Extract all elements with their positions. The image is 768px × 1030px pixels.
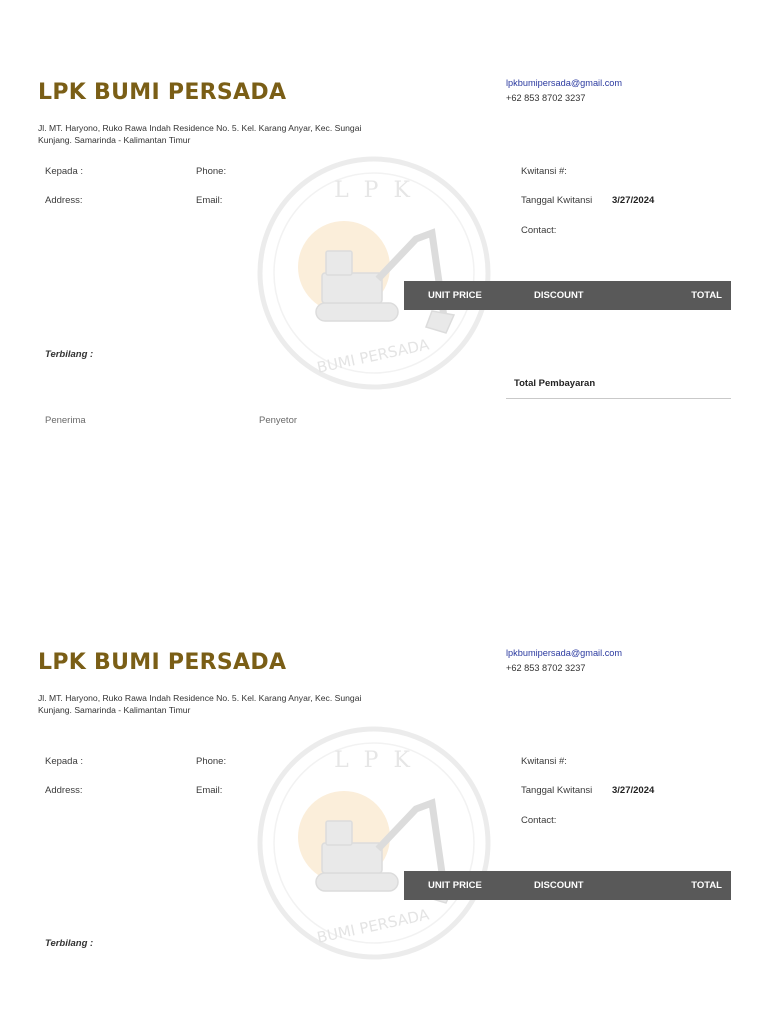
tanggal-label: Tanggal Kwitansi (521, 785, 593, 796)
phone-label: Phone: (196, 166, 227, 177)
penerima-label: Penerima (45, 415, 86, 426)
company-address: Jl. MT. Haryono, Ruko Rawa Indah Residence No. 5. Kel. Karang Anyar, Kec. Sungai Kunjang. Samarinda - Kalimantan Timur (38, 123, 362, 145)
tanggal-value: 3/27/2024 (612, 785, 655, 796)
contact-label: Contact: (521, 225, 557, 236)
kwitansi-label: Kwitansi #: (521, 756, 567, 767)
column-header-unit-price: UNIT PRICE (428, 290, 482, 301)
contact-label: Contact: (521, 815, 557, 826)
receipt-top (0, 0, 768, 460)
watermark-bottom-text: BUMI PERSADA (315, 905, 431, 947)
address-label: Address: (45, 785, 83, 796)
column-header-discount: DISCOUNT (534, 290, 584, 301)
column-header-total: TOTAL (691, 880, 722, 891)
company-email-link[interactable]: lpkbumipersada@gmail.com (506, 78, 623, 88)
phone-label: Phone: (196, 756, 227, 767)
watermark-top-text: L P K (334, 748, 414, 773)
total-divider (506, 398, 731, 399)
watermark-top-text: L P K (334, 178, 414, 203)
email-label: Email: (196, 785, 223, 796)
company-name: LPK BUMI PERSADA (38, 80, 287, 105)
address-label: Address: (45, 195, 83, 206)
column-header-discount: DISCOUNT (534, 880, 584, 891)
tanggal-value: 3/27/2024 (612, 195, 655, 206)
table-header (404, 871, 731, 900)
company-phone: +62 853 8702 3237 (506, 663, 586, 673)
penyetor-label: Penyetor (259, 415, 298, 426)
table-header (404, 281, 731, 310)
terbilang-label: Terbilang : (45, 938, 94, 949)
kwitansi-label: Kwitansi #: (521, 166, 567, 177)
company-phone: +62 853 8702 3237 (506, 93, 586, 103)
column-header-unit-price: UNIT PRICE (428, 880, 482, 891)
tanggal-label: Tanggal Kwitansi (521, 195, 593, 206)
company-address: Jl. MT. Haryono, Ruko Rawa Indah Residence No. 5. Kel. Karang Anyar, Kec. Sungai Kunjang. Samarinda - Kalimantan Timur (38, 693, 362, 715)
company-email-link[interactable]: lpkbumipersada@gmail.com (506, 648, 623, 658)
watermark-bottom-text: BUMI PERSADA (315, 335, 431, 377)
watermark-logo (256, 155, 492, 391)
watermark-logo (256, 725, 492, 961)
company-name: LPK BUMI PERSADA (38, 650, 287, 675)
total-pembayaran-label: Total Pembayaran (514, 378, 596, 389)
kepada-label: Kepada : (45, 756, 84, 767)
terbilang-label: Terbilang : (45, 349, 94, 360)
column-header-total: TOTAL (691, 290, 722, 301)
email-label: Email: (196, 195, 223, 206)
kepada-label: Kepada : (45, 166, 84, 177)
receipt-bottom (0, 570, 768, 1030)
